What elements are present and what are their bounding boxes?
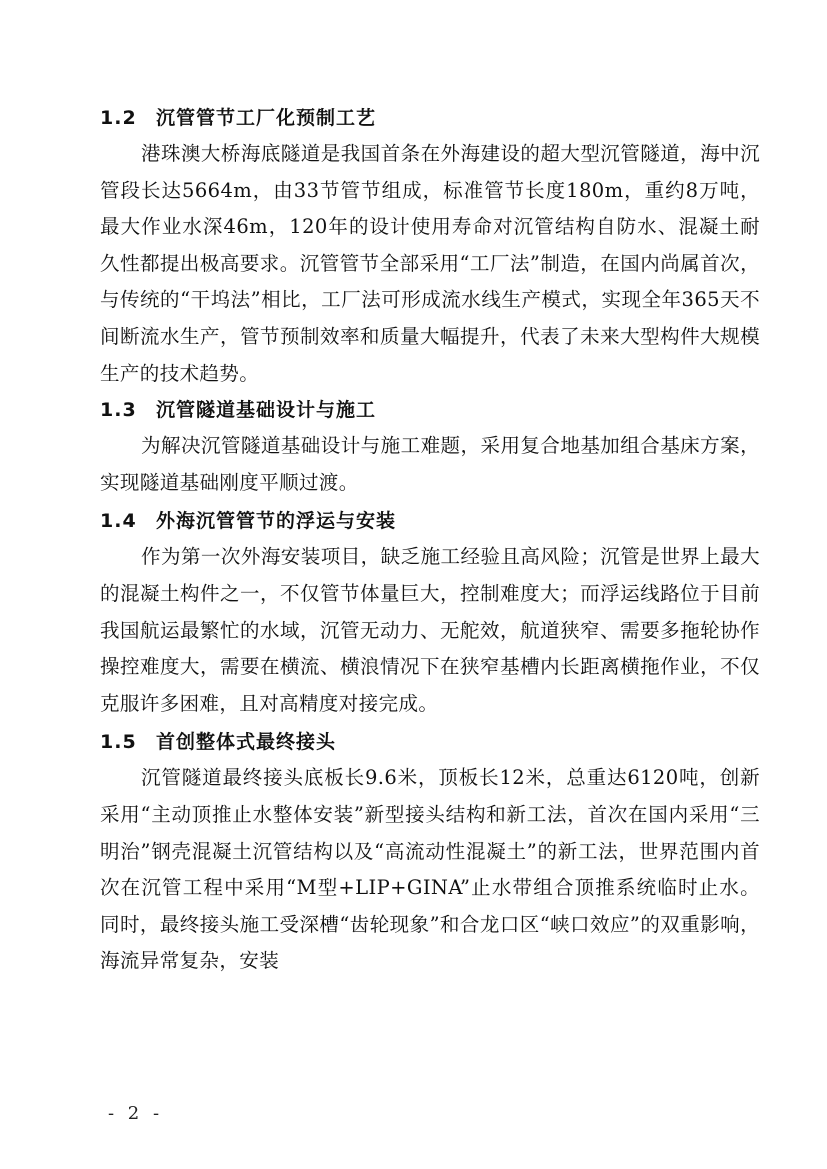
section-paragraph: 为解决沉管隧道基础设计与施工难题，采用复合地基加组合基床方案，实现隧道基础刚度平顺过渡。 xyxy=(100,434,760,494)
section-paragraph: 港珠澳大桥海底隧道是我国首条在外海建设的超大型沉管隧道，海中沉管段长达5664m，由33节管节组成，标准管节长度180m，重约8万吨，最大作业水深46m，120年的设计使用寿命对沉管结构自防水、混凝土耐久性都提出极高要求。沉管管节全部采用“工厂法”制造，在国内尚属首次，与传统的“干坞法”相比，工厂法可形成流水线生产模式，实现全年365天不间断流水生产，管节预制效率和质量大幅提升，代表了未来大型构件大规模生产的技术趋势。 xyxy=(100,142,760,385)
section-paragraph: 沉管隧道最终接头底板长9.6米，顶板长12米，总重达6120吨，创新采用“主动顶推止水整体安装”新型接头结构和新工法，首次在国内采用“三明治”钢壳混凝土沉管结构以及“高流动性混凝土”的新工法，世界范围内首次在沉管工程中采用“M型+LIP+GINA”止水带组合顶推系统临时止水。同时，最终接头施工受深槽“齿轮现象”和合龙口区“峡口效应”的双重影响，海流异常复杂，安装 xyxy=(100,766,760,973)
section-heading-1-4 xyxy=(100,503,760,539)
section-title: 沉管隧道基础设计与施工 xyxy=(156,399,377,422)
section-number: 1.4 xyxy=(100,510,137,533)
section-heading-1-2 xyxy=(100,100,760,136)
section-title: 沉管管节工厂化预制工艺 xyxy=(156,107,377,129)
section-heading-1-5 xyxy=(100,724,760,760)
section-paragraph: 作为第一次外海安装项目，缺乏施工经验且高风险；沉管是世界上最大的混凝土构件之一，不仅管节体量巨大，控制难度大；而浮运线路位于目前我国航运最繁忙的水域，沉管无动力、无舵效，航道狭窄、需要多拖轮协作操控难度大，需要在横流、横浪情况下在狭窄基槽内长距离横拖作业，不仅克服许多困难，且对高精度对接完成。 xyxy=(100,545,760,715)
document-page xyxy=(100,100,760,980)
section-number: 1.5 xyxy=(100,731,137,754)
page-number: - 2 - xyxy=(108,1103,164,1124)
section-title: 首创整体式最终接头 xyxy=(156,731,337,754)
section-heading-1-3 xyxy=(100,392,760,428)
section-number: 1.3 xyxy=(100,399,137,422)
section-title: 外海沉管管节的浮运与安装 xyxy=(156,510,397,533)
section-number: 1.2 xyxy=(100,107,137,129)
